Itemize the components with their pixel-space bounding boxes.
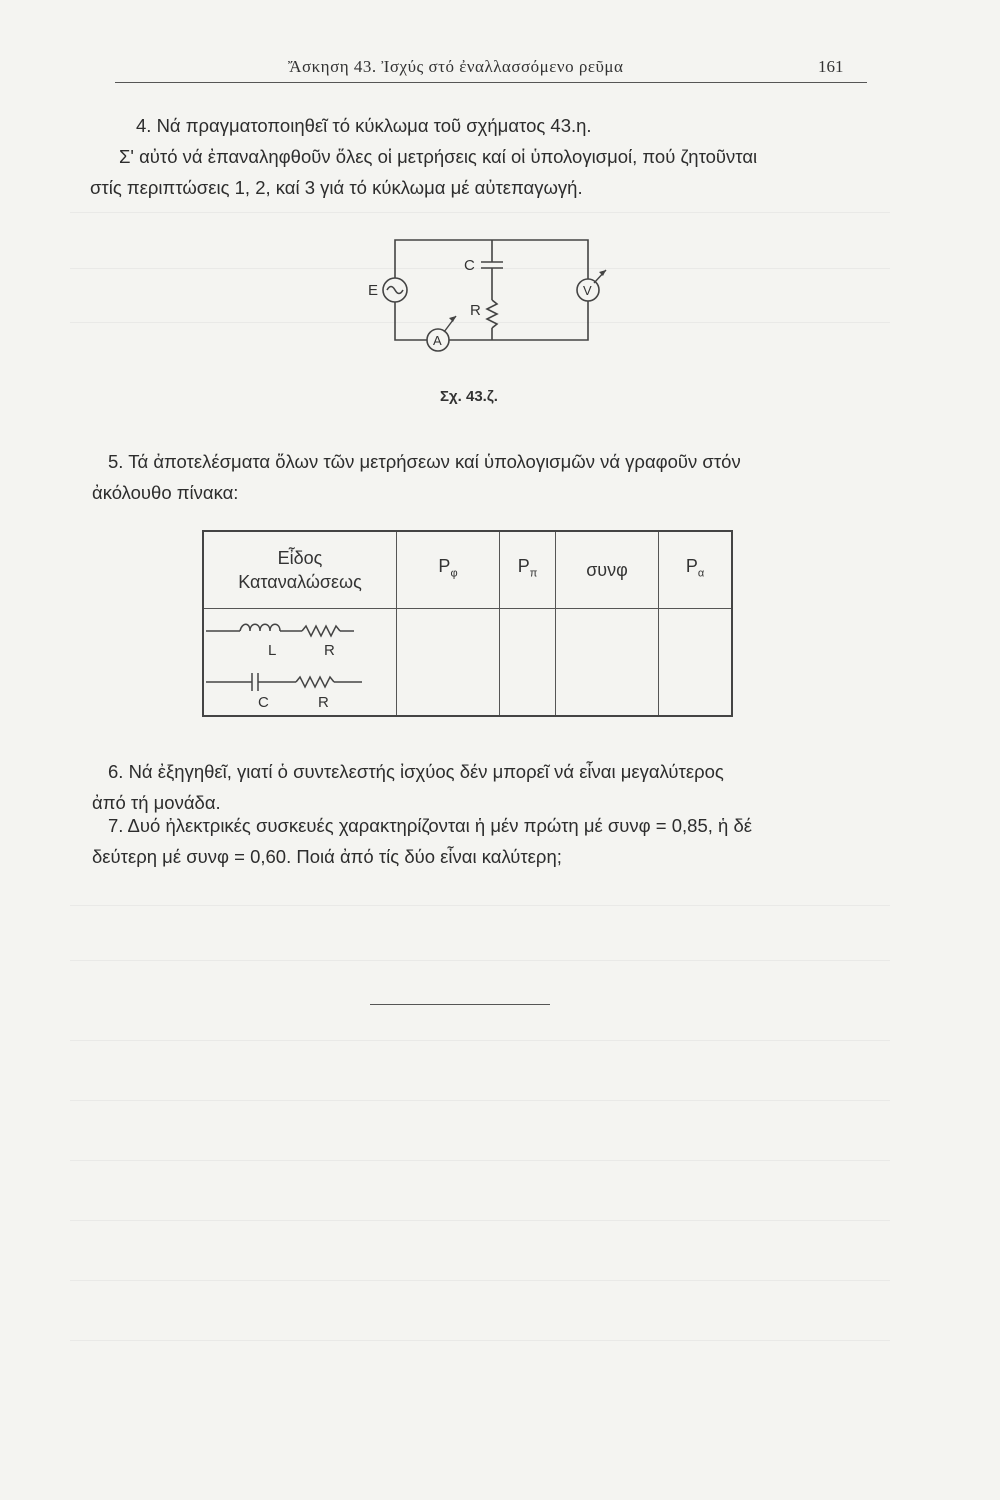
col-header-cos-phi: συνφ bbox=[556, 531, 659, 609]
inductor-coil bbox=[240, 624, 280, 631]
table-row bbox=[203, 609, 732, 717]
circuit-diagram bbox=[360, 228, 610, 358]
cell-circuit-symbols bbox=[203, 609, 397, 717]
col-header-line-1: Εἶδος bbox=[277, 548, 323, 568]
voltmeter-arrowhead bbox=[599, 270, 606, 276]
col-header-symbol: P bbox=[438, 556, 451, 577]
resistor-zigzag bbox=[296, 677, 334, 687]
col-header-symbol: P bbox=[685, 556, 698, 577]
label-R: R bbox=[318, 694, 329, 710]
bleed-through-line bbox=[70, 1040, 890, 1041]
label-V: V bbox=[583, 283, 592, 298]
label-R: R bbox=[324, 642, 335, 659]
section-7-line-2: δεύτερη μέ συνφ = 0,60. Ποιά ἀπό τίς δύο εἶναι καλύτερη; bbox=[92, 846, 562, 867]
col-header-subscript: π bbox=[529, 567, 538, 580]
section-4-line-3: στίς περιπτώσεις 1, 2, καί 3 γιά τό κύκλωμα μέ αὐτεπαγωγή. bbox=[90, 177, 583, 198]
table-header-row bbox=[203, 531, 732, 609]
bleed-through-line bbox=[70, 1160, 890, 1161]
col-header-subscript: φ bbox=[450, 567, 458, 580]
bleed-through-line bbox=[70, 1280, 890, 1281]
label-R: R bbox=[470, 302, 481, 319]
bleed-through-line bbox=[70, 905, 890, 906]
bleed-through-line bbox=[70, 212, 890, 213]
table-cell bbox=[397, 609, 500, 717]
results-table bbox=[202, 530, 733, 717]
section-5-line-2: ἀκόλουθο πίνακα: bbox=[92, 482, 239, 503]
bleed-through-line bbox=[70, 960, 890, 961]
section-6-line-1: 6. Νά ἐξηγηθεῖ, γιατί ὁ συντελεστής ἰσχύος δέν μπορεῖ νά εἶναι μεγαλύτερος bbox=[108, 761, 724, 782]
col-header-line-2: Καταναλώσεως bbox=[238, 572, 362, 592]
bleed-through-line bbox=[70, 1100, 890, 1101]
col-header-symbol: P bbox=[517, 556, 530, 577]
table-cell bbox=[500, 609, 556, 717]
bleed-through-line bbox=[70, 1340, 890, 1341]
ammeter-arrowhead bbox=[449, 316, 456, 322]
label-C: C bbox=[258, 694, 269, 710]
figure-caption: Σχ. 43.ζ. bbox=[440, 388, 498, 405]
col-header-p-alpha bbox=[659, 531, 733, 609]
col-header-p-pi bbox=[500, 531, 556, 609]
table-cell bbox=[659, 609, 733, 717]
label-C: C bbox=[464, 257, 475, 274]
label-A: A bbox=[433, 333, 442, 348]
resistor-zigzag bbox=[487, 300, 497, 328]
running-header-title: Ἄσκηση 43. Ἰσχύς στό ἐναλλασσόμενο ρεῦμα bbox=[288, 57, 624, 76]
section-4-line-2: Σ' αὐτό νά ἐπαναληφθοῦν ὅλες οἱ μετρήσεις καί οἱ ὑπολογισμοί, πού ζητοῦνται bbox=[119, 146, 758, 167]
row-circuit-symbols bbox=[204, 609, 396, 710]
resistor-zigzag bbox=[302, 626, 340, 636]
label-L: L bbox=[268, 642, 277, 659]
bleed-through-line bbox=[70, 1220, 890, 1221]
section-6-line-2: ἀπό τή μονάδα. bbox=[92, 792, 221, 813]
section-5-line-1: 5. Τά ἀποτελέσματα ὅλων τῶν μετρήσεων καί ὑπολογισμῶν νά γραφοῦν στόν bbox=[108, 451, 741, 472]
section-4-line-1: 4. Νά πραγματοποιηθεῖ τό κύκλωμα τοῦ σχήματος 43.η. bbox=[136, 115, 592, 136]
col-header-p-phi bbox=[397, 531, 500, 609]
col-header-subscript: α bbox=[697, 567, 705, 580]
section-divider bbox=[370, 1004, 550, 1005]
section-7-line-1: 7. Δυό ἠλεκτρικές συσκευές χαρακτηρίζονται ἡ μέν πρώτη μέ συνφ = 0,85, ἡ δέ bbox=[108, 815, 753, 836]
table-cell bbox=[556, 609, 659, 717]
label-E: E bbox=[368, 282, 379, 299]
col-header-consumption-type bbox=[203, 531, 397, 609]
page-number: 161 bbox=[818, 57, 844, 76]
header-rule bbox=[115, 82, 867, 83]
